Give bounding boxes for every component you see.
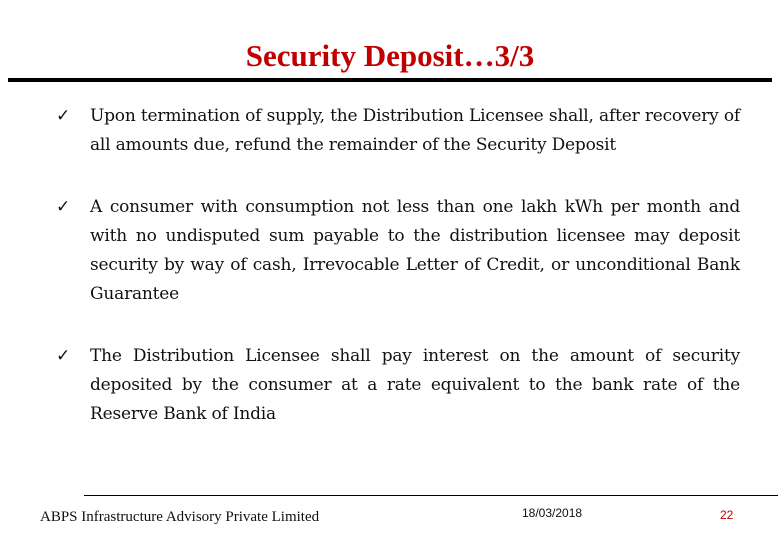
page-number: 22 [720,508,734,522]
footer-date: 18/03/2018 [522,506,583,520]
title-underline [8,78,772,82]
bullet-text-3: The Distribution Licensee shall pay interest on the amount of security deposited by the consumer at a rate equivalent to the bank rate of the Reserve Bank of India [90,346,740,424]
bullet-text-1: Upon termination of supply, the Distribution Licensee shall, after recovery of all amounts due, refund the remainder of the Security Deposit [90,106,740,155]
check-icon: ✓ [56,346,71,366]
footer-divider [84,495,778,496]
check-icon: ✓ [56,106,71,126]
bullet-item-1 [56,102,740,160]
bullet-list [56,102,740,429]
slide-title: Security Deposit…3/3 [245,38,535,73]
footer-company-name: ABPS Infrastructure Advisory Private Limited [40,509,320,525]
bullet-item-2 [56,193,740,309]
check-icon: ✓ [56,197,71,217]
bullet-text-2: A consumer with consumption not less than one lakh kWh per month and with no undisputed sum payable to the distribution licensee may deposit security by way of cash, Irrevocable Letter of Credit, or unconditional Bank Guarantee [90,197,740,304]
bullet-item-3 [56,342,740,429]
